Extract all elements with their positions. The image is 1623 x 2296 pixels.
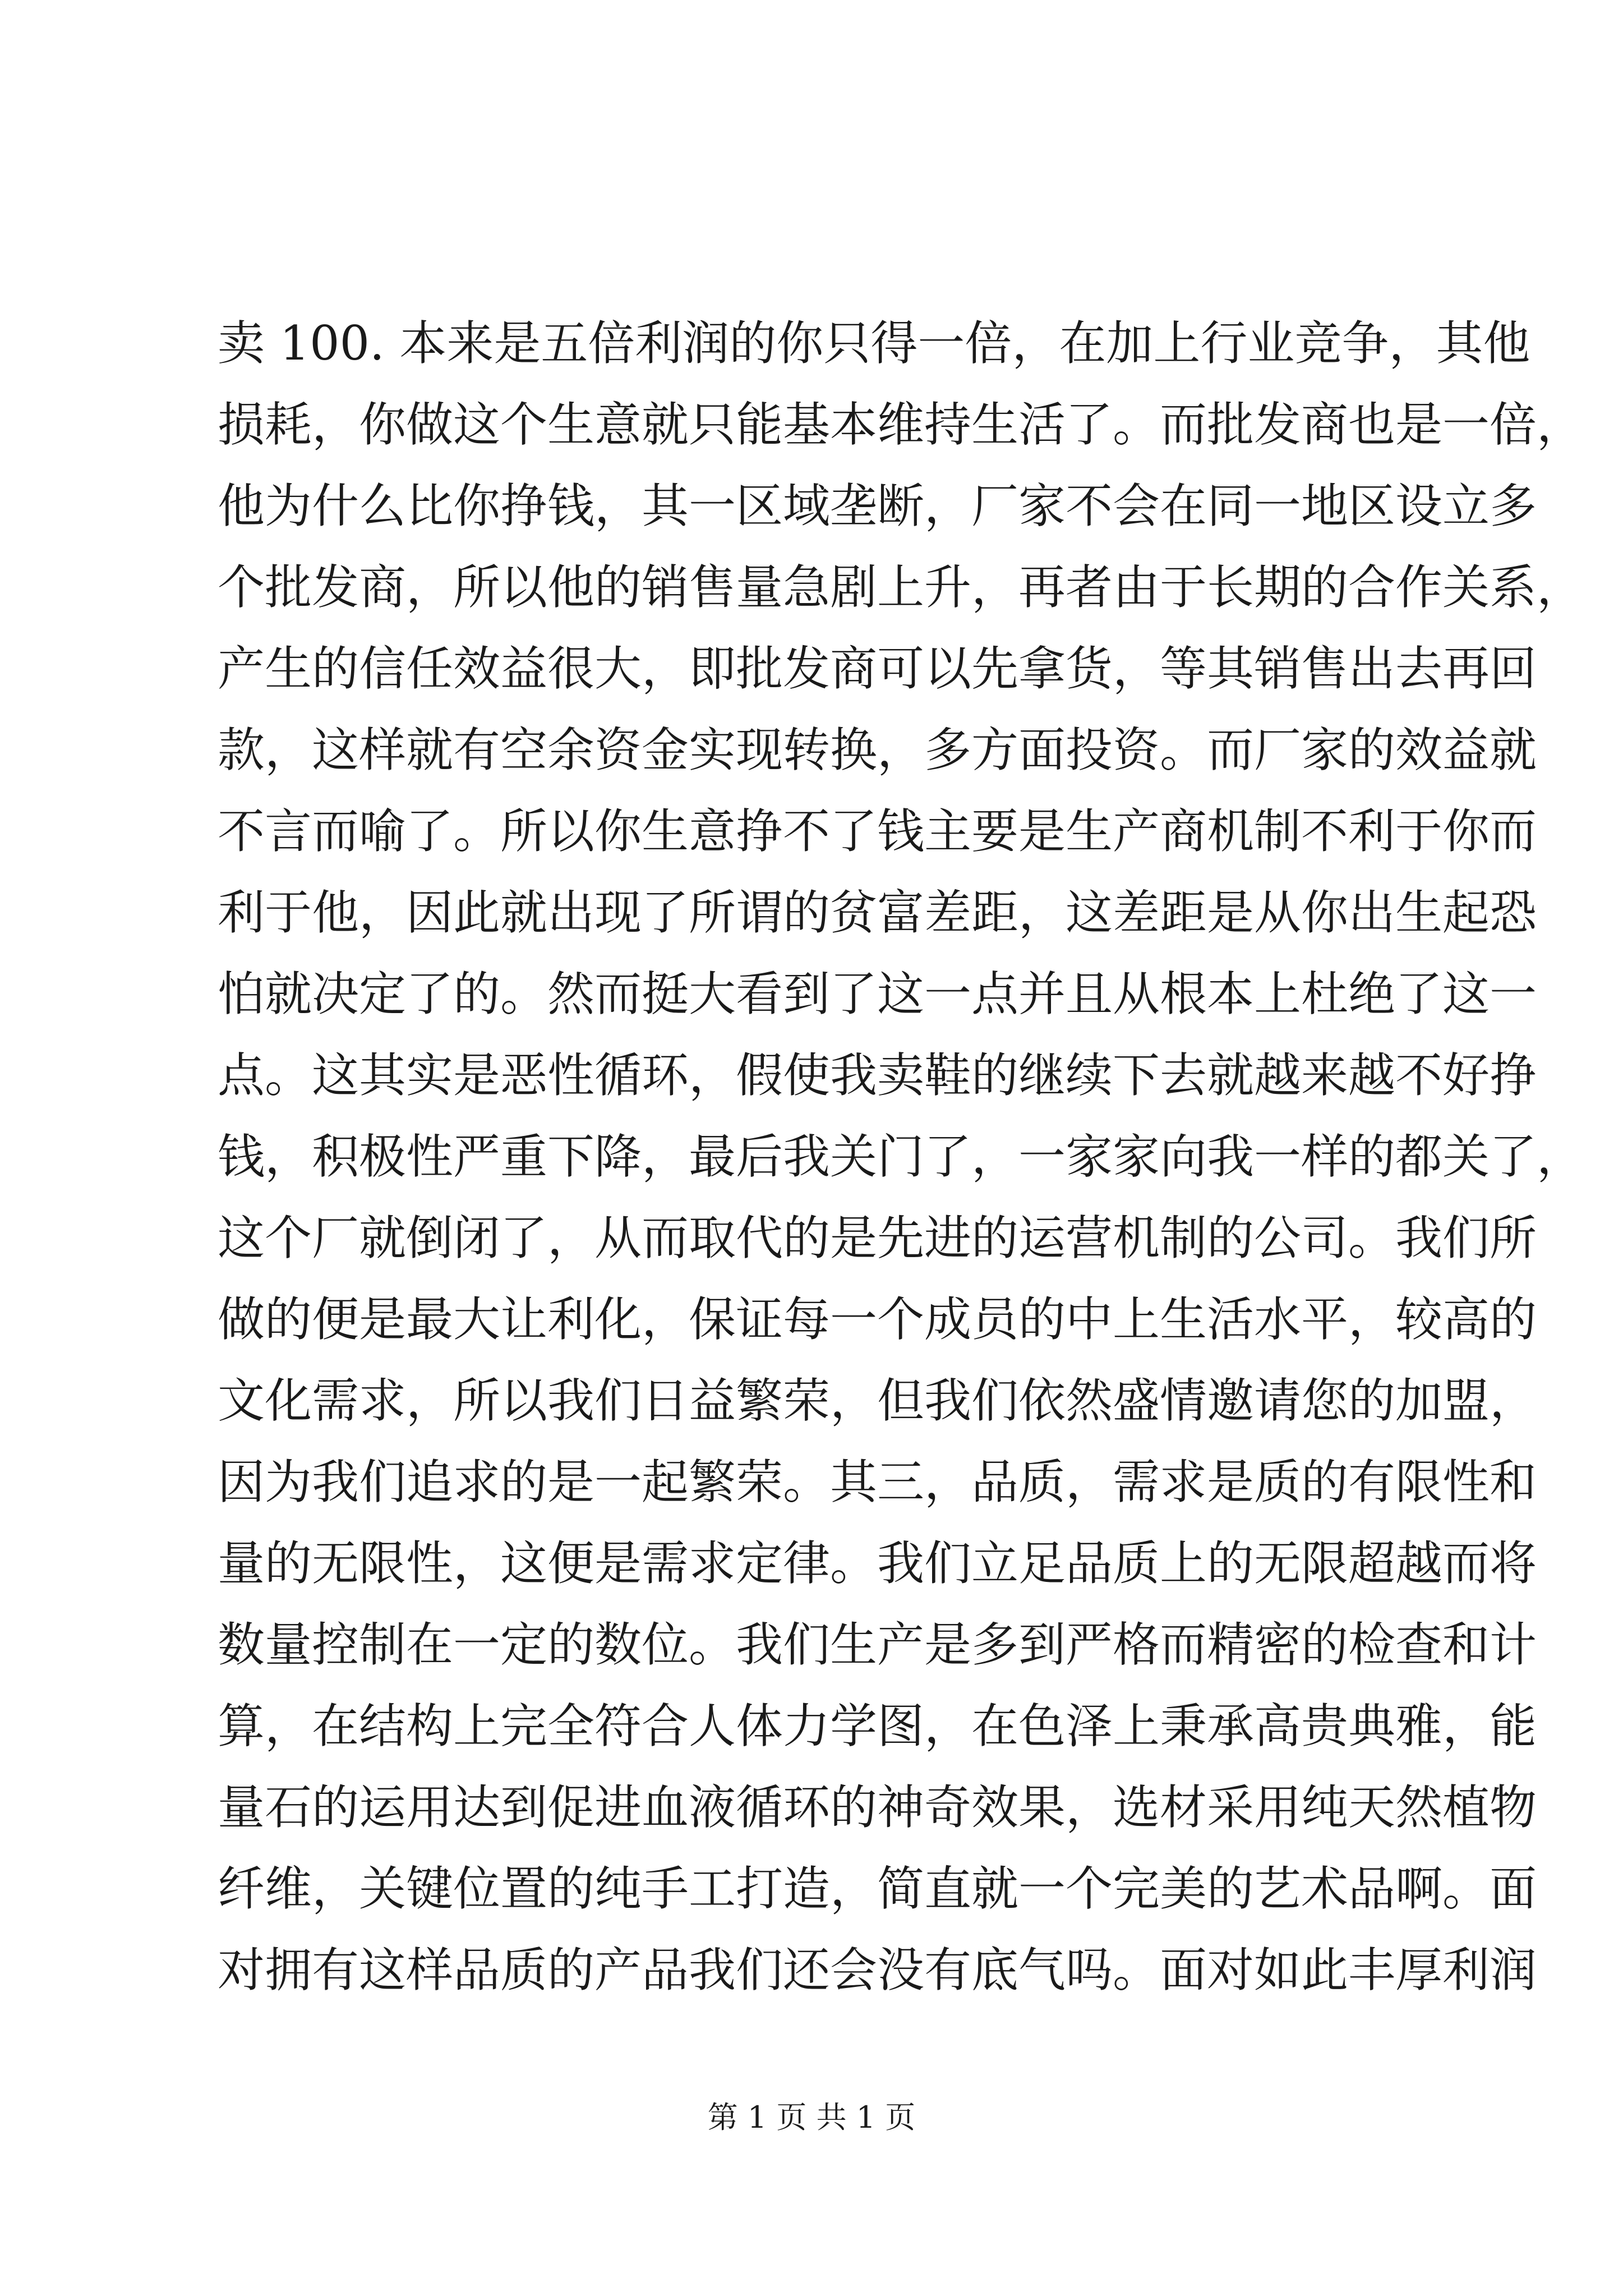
text-line-11: 钱，积极性严重下降，最后我关门了，一家家向我一样的都关了，: [218, 1129, 1584, 1184]
text-line-2: 损耗，你做这个生意就只能基本维持生活了。而批发商也是一倍，: [218, 397, 1584, 452]
text-line-5: 产生的信任效益很大，即批发商可以先拿货，等其销售出去再回: [218, 641, 1537, 696]
text-line-20: 纤维，关键位置的纯手工打造，简直就一个完美的艺术品啊。面: [218, 1861, 1537, 1916]
text-line-21: 对拥有这样品质的产品我们还会没有底气吗。面对如此丰厚利润: [218, 1943, 1537, 1998]
text-line-14: 文化需求，所以我们日益繁荣，但我们依然盛情邀请您的加盟，: [218, 1373, 1537, 1428]
text-line-7: 不言而喻了。所以你生意挣不了钱主要是生产商机制不利于你而: [218, 804, 1537, 859]
text-line-12: 这个厂就倒闭了，从而取代的是先进的运营机制的公司。我们所: [218, 1211, 1537, 1266]
text-line-6: 款，这样就有空余资金实现转换，多方面投资。而厂家的效益就: [218, 723, 1537, 777]
text-line-17: 数量控制在一定的数位。我们生产是多到严格而精密的检查和计: [218, 1617, 1537, 1672]
text-line-15: 因为我们追求的是一起繁荣。其三，品质，需求是质的有限性和: [218, 1455, 1537, 1510]
text-line-9: 怕就决定了的。然而挺大看到了这一点并且从根本上杜绝了这一: [218, 967, 1537, 1022]
text-line-4: 个批发商，所以他的销售量急剧上升，再者由于长期的合作关系，: [218, 560, 1584, 615]
text-line-1: 卖 100. 本来是五倍利润的你只得一倍，在加上行业竞争，其他: [218, 316, 1530, 371]
text-line-19: 量石的运用达到促进血液循环的神奇效果，选材采用纯天然植物: [218, 1780, 1537, 1835]
text-line-3: 他为什么比你挣钱，其一区域垄断，厂家不会在同一地区设立多: [218, 478, 1537, 533]
text-line-16: 量的无限性，这便是需求定律。我们立足品质上的无限超越而将: [218, 1536, 1537, 1591]
page-number-footer: 第 1 页 共 1 页: [707, 2100, 916, 2135]
text-line-10: 点。这其实是恶性循环，假使我卖鞋的继续下去就越来越不好挣: [218, 1048, 1537, 1103]
text-line-8: 利于他，因此就出现了所谓的贫富差距，这差距是从你出生起恐: [218, 885, 1537, 940]
text-line-13: 做的便是最大让利化，保证每一个成员的中上生活水平，较高的: [218, 1292, 1537, 1347]
text-line-18: 算，在结构上完全符合人体力学图，在色泽上秉承高贵典雅，能: [218, 1699, 1537, 1754]
body-text: [218, 303, 1584, 2011]
